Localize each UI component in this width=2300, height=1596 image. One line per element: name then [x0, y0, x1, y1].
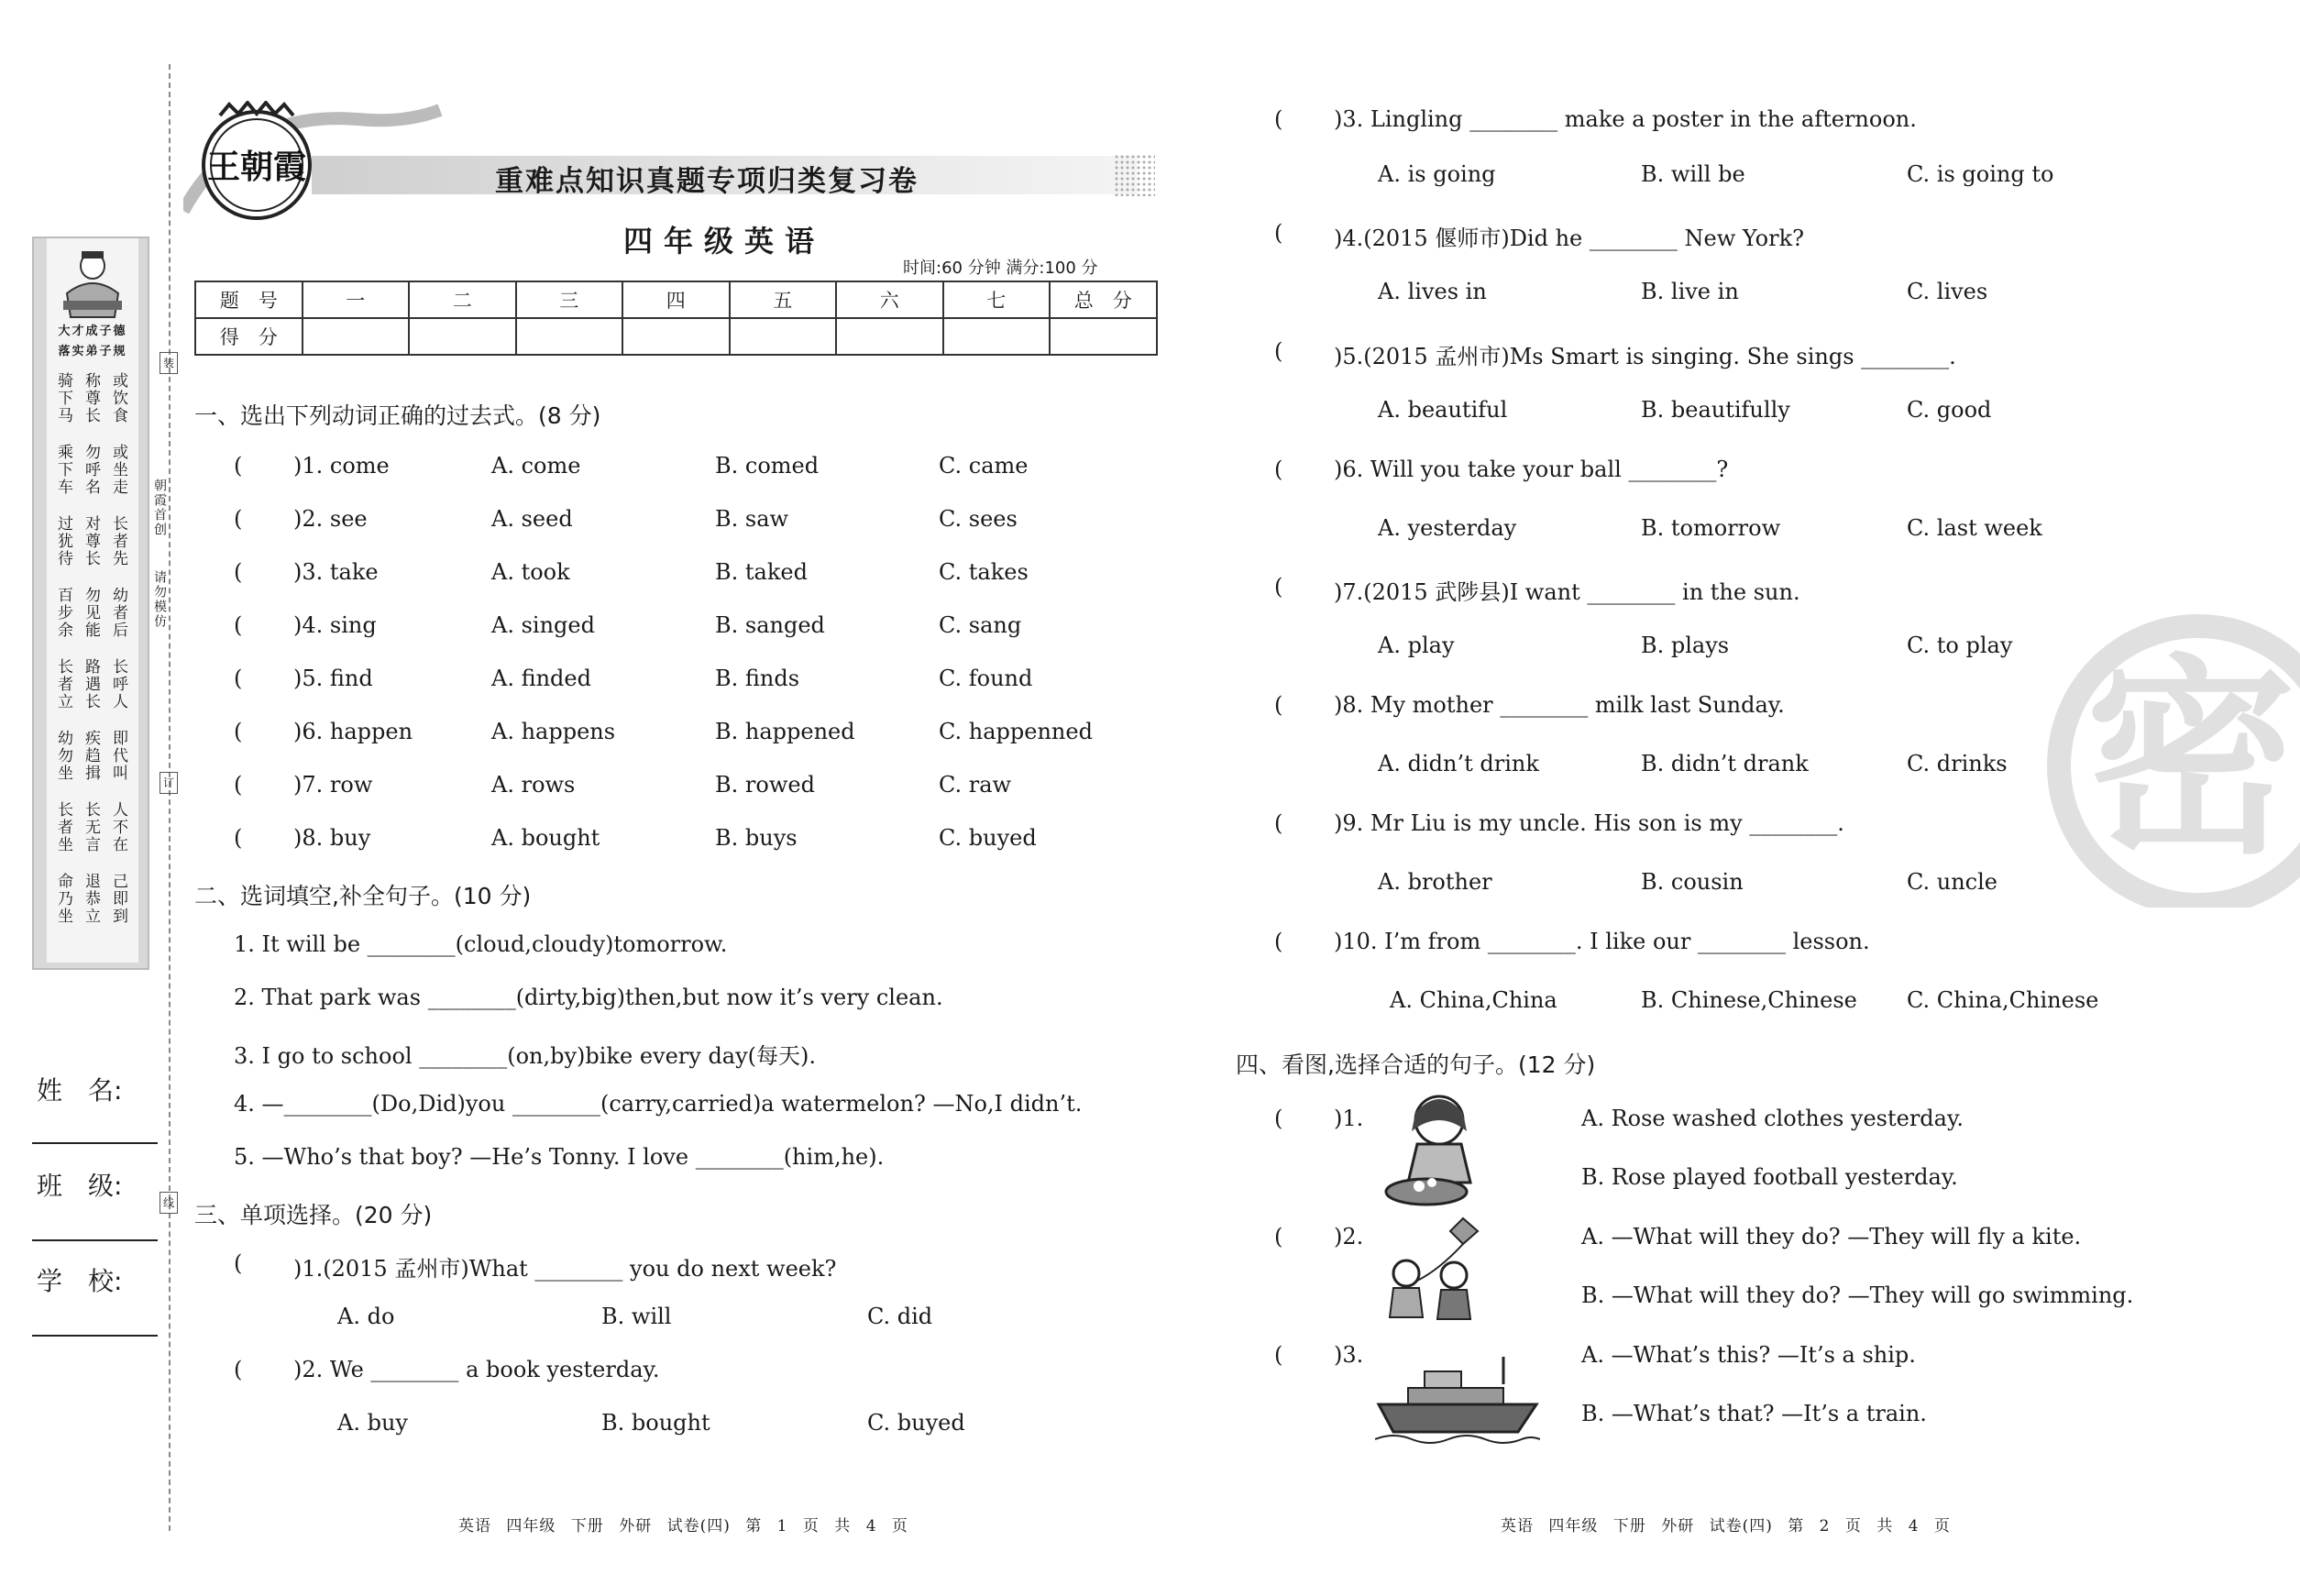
option-b: B. sanged: [715, 612, 825, 638]
sidebar-verse: 退恭立: [82, 873, 100, 925]
option-a: A. China,China: [1390, 987, 1557, 1013]
option-b: B. bought: [601, 1410, 710, 1436]
option-a: A. singed: [491, 612, 595, 638]
option-b: B. beautifully: [1641, 397, 1790, 423]
sidebar-verse: 幼者后: [109, 587, 127, 639]
watermark-text: 密: [2085, 638, 2297, 883]
answer-paren[interactable]: (: [234, 1357, 243, 1382]
option-c: C. sang: [939, 612, 1022, 638]
answer-paren[interactable]: (: [234, 1250, 243, 1276]
sidebar-verse: 人不在: [109, 801, 127, 853]
score-table-header: 总 分: [1050, 281, 1157, 318]
question-stem: )2.: [1334, 1224, 1364, 1249]
answer-paren[interactable]: (: [1274, 338, 1283, 364]
sidebar-verse: 己即到: [109, 873, 127, 925]
sidebar-verse: 幼勿坐: [54, 730, 72, 782]
sidebar-verse: 百步余: [54, 587, 72, 639]
option-a: A. took: [491, 559, 570, 585]
banner-dot-pattern: [1114, 154, 1155, 196]
binding-dashed-line: [169, 64, 171, 1531]
sidebar-motto-2: 落实弟子规: [58, 345, 127, 358]
option-c: C. lives: [1907, 279, 1988, 304]
question-stem: )1.: [1334, 1106, 1364, 1131]
option-c: C. sees: [939, 506, 1018, 532]
option-a: A. brother: [1378, 869, 1492, 895]
girl-washing-clothes-image: [1375, 1091, 1494, 1210]
class-field-line[interactable]: [32, 1239, 158, 1241]
question-stem: )1.(2015 孟州市)What ________ you do next week?: [293, 1256, 837, 1282]
score-cell[interactable]: [730, 318, 837, 355]
score-cell[interactable]: [516, 318, 623, 355]
binding-note-original: 朝霞首创: [152, 479, 167, 537]
fill-in-sentence[interactable]: 5. —Who’s that boy? —He’s Tonny. I love ________(him,he).: [234, 1144, 885, 1170]
option-c: C. is going to: [1907, 161, 2054, 187]
score-cell[interactable]: [943, 318, 1051, 355]
question-stem: )7.(2015 武陟县)I want ________ in the sun.: [1334, 579, 1800, 605]
fill-in-sentence[interactable]: 2. That park was ________(dirty,big)then,but now it’s very clean.: [234, 985, 943, 1010]
logo-text: 王朝霞: [206, 149, 307, 186]
answer-paren[interactable]: (: [1274, 574, 1283, 600]
score-table-header: 三: [516, 281, 623, 318]
score-table-header: 二: [409, 281, 516, 318]
sidebar-verse: 路遇长: [82, 658, 100, 710]
score-cell[interactable]: [1050, 318, 1157, 355]
answer-paren[interactable]: (: [1274, 457, 1283, 482]
option-c: C. came: [939, 453, 1029, 479]
sidebar-verse: 长呼人: [109, 658, 127, 710]
sidebar-verse: 对尊长: [82, 515, 100, 567]
question-stem: )3. Lingling ________ make a poster in the afternoon.: [1334, 106, 1917, 132]
option-a: A. do: [337, 1304, 395, 1329]
option-b: B. didn’t drank: [1641, 751, 1809, 776]
option-b: B. saw: [715, 506, 789, 532]
option-b: B. —What’s that? —It’s a train.: [1581, 1401, 1927, 1426]
score-table-header: 四: [622, 281, 730, 318]
score-cell[interactable]: [836, 318, 943, 355]
question-stem: )5.(2015 孟州市)Ms Smart is singing. She sings ________.: [1334, 344, 1956, 369]
scholar-figure-icon: [60, 246, 126, 319]
option-a: A. lives in: [1378, 279, 1487, 304]
class-label: 班 级:: [37, 1171, 123, 1201]
name-label: 姓 名:: [37, 1075, 123, 1106]
option-c: C. found: [939, 666, 1033, 691]
paper-title: 四年级英语: [623, 224, 826, 259]
option-b: B. tomorrow: [1641, 515, 1781, 541]
option-a: A. Rose washed clothes yesterday.: [1581, 1106, 1964, 1131]
answer-paren[interactable]: (: [1274, 929, 1283, 954]
question-stem: )6. happen: [293, 719, 413, 744]
sidebar-motto-1: 大才成子德: [58, 325, 127, 338]
sidebar-verse: 过犹待: [54, 515, 72, 567]
score-table: [194, 281, 1158, 356]
question-stem: )8. My mother ________ milk last Sunday.: [1334, 692, 1785, 718]
score-table-score-row: [195, 318, 1157, 355]
school-field-line[interactable]: [32, 1335, 158, 1337]
section1-title: 一、选出下列动词正确的过去式。(8 分): [194, 402, 601, 429]
option-a: A. play: [1378, 633, 1455, 658]
option-b: B. taked: [715, 559, 808, 585]
option-c: C. did: [867, 1304, 933, 1329]
option-b: B. buys: [715, 825, 798, 851]
sidebar-verse: 骑下马: [54, 372, 72, 424]
answer-paren[interactable]: (: [234, 453, 243, 479]
answer-paren[interactable]: (: [234, 772, 243, 798]
option-c: C. buyed: [939, 825, 1037, 851]
time-note: 时间:60 分钟 满分:100 分: [903, 259, 1098, 278]
sidebar-verse: 勿呼名: [82, 444, 100, 496]
answer-paren[interactable]: (: [1274, 1342, 1283, 1368]
name-field-line[interactable]: [32, 1142, 158, 1144]
score-cell[interactable]: [303, 318, 410, 355]
watermark-seal: [2030, 614, 2300, 908]
sidebar-verse: 称尊长: [82, 372, 100, 424]
answer-paren[interactable]: (: [1274, 106, 1283, 132]
sidebar-verse: 乘下车: [54, 444, 72, 496]
sidebar-verse: 或坐走: [109, 444, 127, 496]
score-table-header: 五: [730, 281, 837, 318]
fill-in-sentence[interactable]: 1. It will be ________(cloud,cloudy)tomorrow.: [234, 931, 728, 957]
footer-left: 英语 四年级 下册 外研 试卷(四) 第 1 页 共 4 页: [458, 1517, 908, 1535]
sidebar-verse: 长者先: [109, 515, 127, 567]
binding-seal-ding: 订: [160, 772, 178, 794]
option-b: B. will be: [1641, 161, 1745, 187]
option-a: A. —What’s this? —It’s a ship.: [1581, 1342, 1916, 1368]
sidebar-verse: 疾趋揖: [82, 730, 100, 782]
question-stem: )4. sing: [293, 612, 377, 638]
option-a: A. come: [491, 453, 581, 479]
question-stem: )9. Mr Liu is my uncle. His son is my ________.: [1334, 810, 1844, 836]
option-c: C. happenned: [939, 719, 1093, 744]
answer-paren[interactable]: (: [234, 825, 243, 851]
score-cell[interactable]: [409, 318, 516, 355]
question-stem: )8. buy: [293, 825, 371, 851]
option-c: C. to play: [1907, 633, 2013, 658]
binding-seal-zhuang: 装: [160, 352, 178, 374]
option-c: C. last week: [1907, 515, 2042, 541]
question-stem: )1. come: [293, 453, 390, 479]
option-b: B. —What will they do? —They will go swimming.: [1581, 1282, 2134, 1308]
section4-title: 四、看图,选择合适的句子。(12 分): [1236, 1051, 1596, 1078]
option-b: B. cousin: [1641, 869, 1744, 895]
brand-logo: [183, 101, 449, 229]
sidebar-verse: 即代叫: [109, 730, 127, 782]
footer-right: 英语 四年级 下册 外研 试卷(四) 第 2 页 共 4 页: [1501, 1517, 1951, 1535]
question-stem: )3. take: [293, 559, 379, 585]
score-cell[interactable]: [622, 318, 730, 355]
option-a: A. —What will they do? —They will fly a kite.: [1581, 1224, 2082, 1249]
answer-paren[interactable]: (: [234, 506, 243, 532]
option-a: A. bought: [491, 825, 600, 851]
option-b: B. comed: [715, 453, 820, 479]
score-table-header-row: [195, 281, 1157, 318]
question-stem: )10. I’m from ________. I like our ________ lesson.: [1334, 929, 1870, 954]
answer-paren[interactable]: (: [1274, 810, 1283, 836]
children-flying-kite-image: [1375, 1215, 1494, 1329]
question-stem: )2. We ________ a book yesterday.: [293, 1357, 660, 1382]
option-b: B. happened: [715, 719, 855, 744]
ship-image: [1375, 1348, 1540, 1448]
fill-in-sentence[interactable]: 4. —________(Do,Did)you ________(carry,carried)a watermelon? —No,I didn’t.: [234, 1091, 1083, 1117]
question-stem: )2. see: [293, 506, 368, 532]
sidebar-verse: 或饮食: [109, 372, 127, 424]
option-a: A. yesterday: [1378, 515, 1517, 541]
option-b: B. finds: [715, 666, 800, 691]
option-c: C. takes: [939, 559, 1029, 585]
sidebar-verse: 长无言: [82, 801, 100, 853]
option-b: B. will: [601, 1304, 672, 1329]
option-b: B. rowed: [715, 772, 815, 798]
option-a: A. rows: [491, 772, 576, 798]
school-label: 学 校:: [37, 1266, 123, 1296]
option-a: A. happens: [491, 719, 616, 744]
answer-paren[interactable]: (: [1274, 220, 1283, 246]
option-c: C. China,Chinese: [1907, 987, 2099, 1013]
score-table-header: 七: [943, 281, 1051, 318]
score-table-header: 一: [303, 281, 410, 318]
fill-in-sentence[interactable]: 3. I go to school ________(on,by)bike every day(每天).: [234, 1043, 817, 1069]
option-a: A. seed: [491, 506, 573, 532]
option-a: A. beautiful: [1378, 397, 1508, 423]
option-b: B. plays: [1641, 633, 1730, 658]
option-c: C. buyed: [867, 1410, 965, 1436]
option-c: C. drinks: [1907, 751, 2008, 776]
binding-note-no-copy: 请勿模仿: [152, 570, 167, 629]
option-a: A. finded: [491, 666, 591, 691]
question-stem: )4.(2015 偃师市)Did he ________ New York?: [1334, 226, 1804, 251]
banner-title: 重难点知识真题专项归类复习卷: [495, 165, 919, 198]
question-stem: )7. row: [293, 772, 373, 798]
score-row-label: 得 分: [195, 318, 303, 355]
question-stem: )6. Will you take your ball ________?: [1334, 457, 1729, 482]
score-table-header: 六: [836, 281, 943, 318]
answer-paren[interactable]: (: [1274, 1106, 1283, 1131]
answer-paren[interactable]: (: [1274, 692, 1283, 718]
option-c: C. good: [1907, 397, 1992, 423]
score-table-header: 题 号: [195, 281, 303, 318]
answer-paren[interactable]: (: [1274, 1224, 1283, 1249]
option-b: B. live in: [1641, 279, 1739, 304]
answer-paren[interactable]: (: [234, 666, 243, 691]
answer-paren[interactable]: (: [234, 719, 243, 744]
binding-seal-xian: 线: [160, 1192, 178, 1214]
option-c: C. uncle: [1907, 869, 1997, 895]
answer-paren[interactable]: (: [234, 612, 243, 638]
sidebar-verse: 长者立: [54, 658, 72, 710]
option-a: A. didn’t drink: [1378, 751, 1539, 776]
question-stem: )5. find: [293, 666, 373, 691]
sidebar-motto-panel: [32, 237, 149, 970]
option-b: B. Rose played football yesterday.: [1581, 1164, 1958, 1190]
sidebar-verse: 长者坐: [54, 801, 72, 853]
sidebar-verse: 勿见能: [82, 587, 100, 639]
sidebar-verse: 命乃坐: [54, 873, 72, 925]
option-a: A. is going: [1378, 161, 1496, 187]
option-b: B. Chinese,Chinese: [1641, 987, 1857, 1013]
option-c: C. raw: [939, 772, 1012, 798]
section3-title: 三、单项选择。(20 分): [194, 1202, 433, 1228]
option-a: A. buy: [337, 1410, 408, 1436]
question-stem: )3.: [1334, 1342, 1364, 1368]
section2-title: 二、选词填空,补全句子。(10 分): [194, 883, 532, 909]
answer-paren[interactable]: (: [234, 559, 243, 585]
